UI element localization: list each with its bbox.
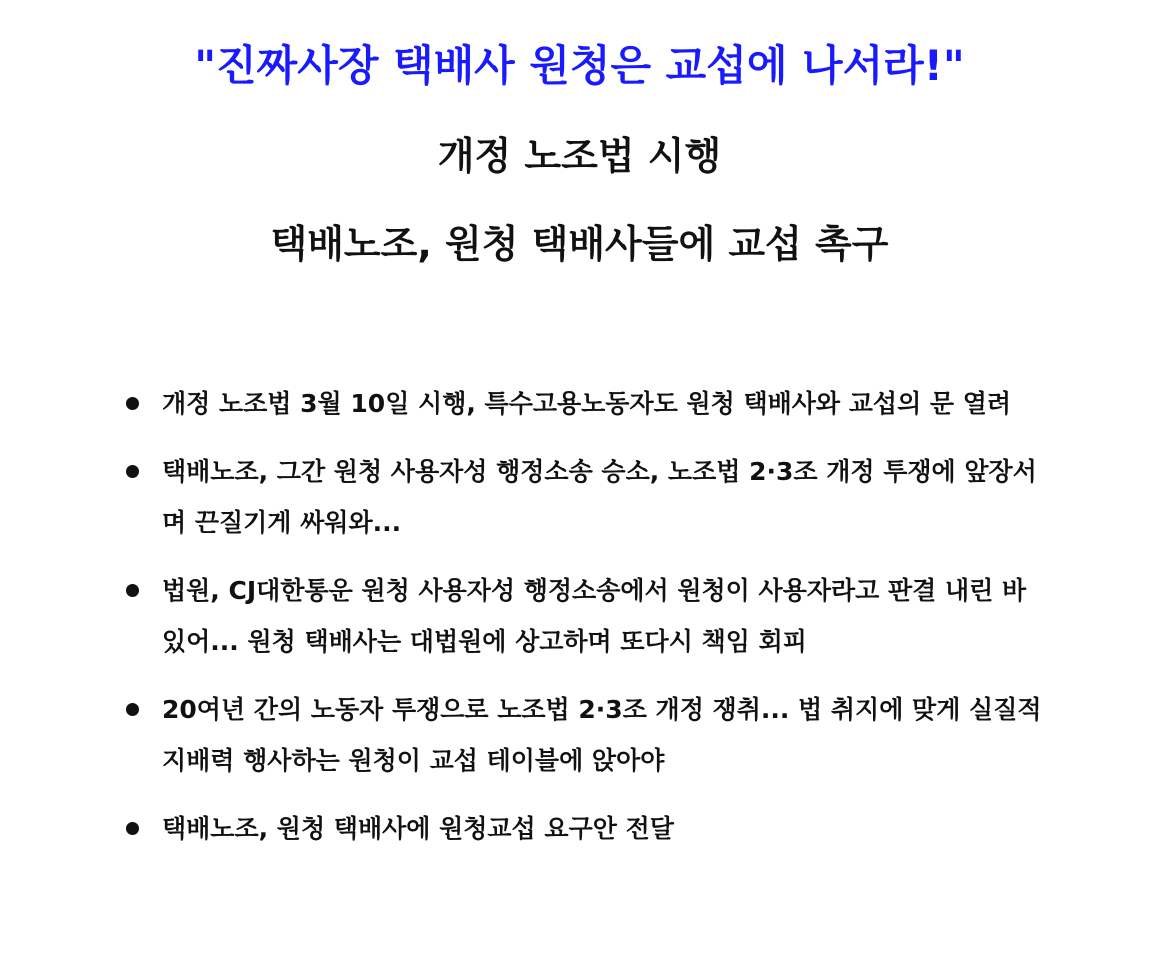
- bullet-text: 개정 노조법 3월 10일 시행, 특수고용노동자도 원청 택배사와 교섭의 문 열려: [162, 389, 1012, 418]
- bullet-text: 20여년 간의 노동자 투쟁으로 노조법 2·3조 개정 쟁취... 법 취지에 맞게 실질적 지배력 행사하는 원청이 교섭 테이블에 앉아야: [162, 695, 1042, 775]
- bullet-dot-icon: [126, 703, 139, 716]
- headline-subtitle: 택배노조, 원청 택배사들에 교섭 촉구: [270, 222, 889, 266]
- bullet-dot-icon: [126, 397, 139, 410]
- bullet-item: [124, 446, 1054, 548]
- bullet-text: 법원, CJ대한통운 원청 사용자성 행정소송에서 원청이 사용자라고 판결 내린 바 있어... 원청 택배사는 대법원에 상고하며 또다시 책임 회피: [162, 576, 1027, 656]
- headline-title: 개정 노조법 시행: [437, 134, 722, 178]
- bullet-item: [124, 565, 1054, 667]
- bullet-item: [124, 803, 1054, 854]
- bullet-text: 택배노조, 원청 택배사에 원청교섭 요구안 전달: [162, 814, 674, 843]
- bullet-text: 택배노조, 그간 원청 사용자성 행정소송 승소, 노조법 2·3조 개정 투쟁에 앞장서며 끈질기게 싸워와...: [162, 457, 1037, 537]
- bullet-dot-icon: [126, 584, 139, 597]
- headline-slogan: "진짜사장 택배사 원청은 교섭에 나서라!": [194, 41, 965, 90]
- bullet-dot-icon: [126, 465, 139, 478]
- bullet-item: [124, 684, 1054, 786]
- bullet-dot-icon: [126, 822, 139, 835]
- bullet-list: [124, 378, 1054, 871]
- bullet-item: [124, 378, 1054, 429]
